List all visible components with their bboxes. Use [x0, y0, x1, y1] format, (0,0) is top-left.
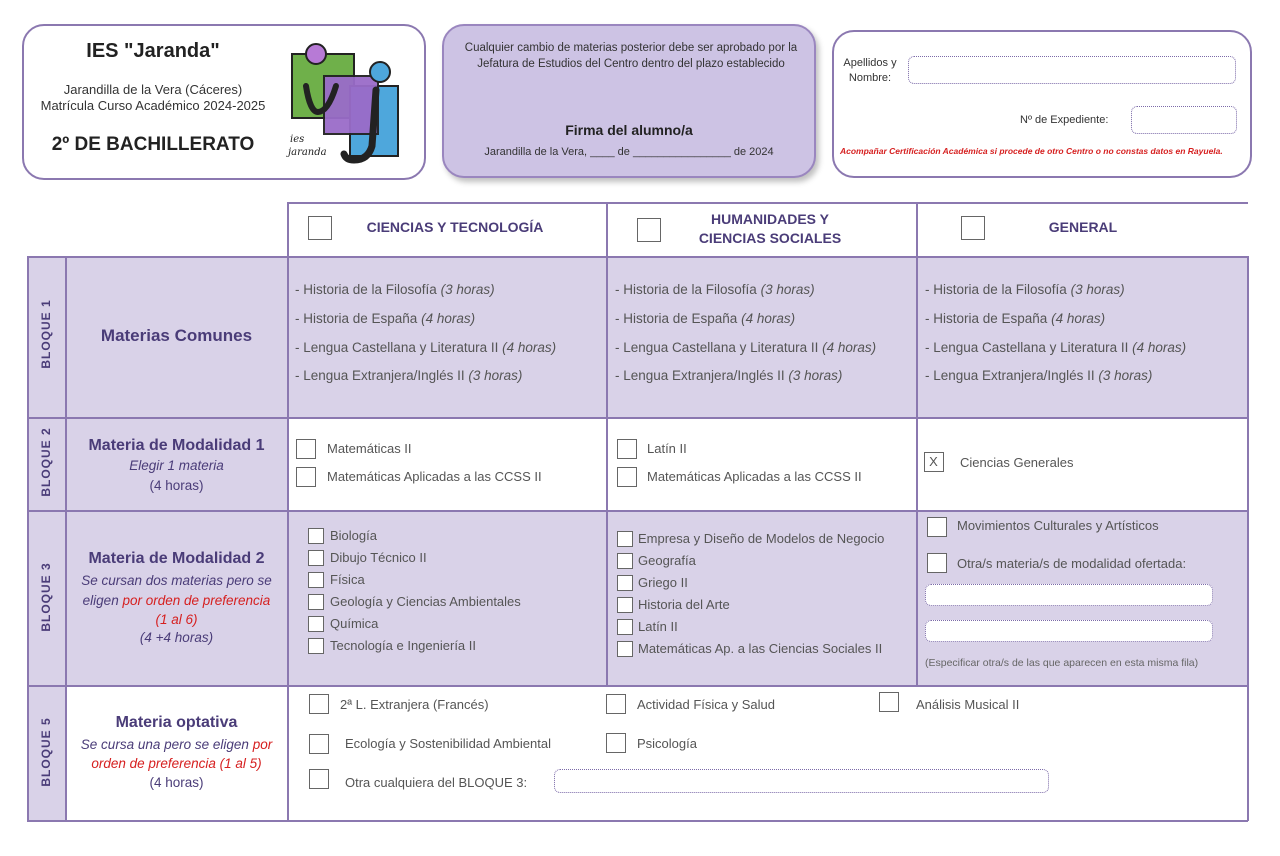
- student-data-box: [832, 30, 1252, 178]
- b1-c1-item-3: - Lengua Castellana y Literatura II (4 horas): [295, 340, 557, 355]
- checkbox-psicologia[interactable]: [606, 733, 626, 753]
- checkbox-latin-ii-b3[interactable]: [617, 619, 633, 635]
- bloque1-title: Materias Comunes: [100, 326, 253, 345]
- b3-c1-item-6: Tecnología e Ingeniería II: [330, 638, 476, 653]
- checkbox-dibujo-tecnico[interactable]: [308, 550, 324, 566]
- b3-c1-item-1: Biología: [330, 528, 377, 543]
- b5-opt-2: Actividad Física y Salud: [637, 697, 776, 712]
- checkbox-tecnologia-ingenieria[interactable]: [308, 638, 324, 654]
- checkbox-frances[interactable]: [309, 694, 329, 714]
- b1-c3-item-2: - Historia de España (4 horas): [925, 311, 1106, 326]
- signature-title: Firma del alumno/a: [565, 122, 693, 138]
- bloque3-sub3: (1 al 6): [155, 612, 198, 627]
- table-line: [287, 202, 1248, 204]
- bloque3-label: BLOQUE 3: [39, 562, 53, 632]
- b1-c1-item-1: - Historia de la Filosofía (3 horas): [295, 282, 495, 297]
- bloque3-hours: (4 +4 horas): [139, 630, 214, 645]
- checkbox-analisis-musical[interactable]: [879, 692, 899, 712]
- table-line: [27, 685, 1248, 687]
- checkbox-biologia[interactable]: [308, 528, 324, 544]
- checkbox-otra-modalidad[interactable]: [927, 553, 947, 573]
- bloque3-title: Materia de Modalidad 2: [88, 550, 265, 567]
- checkbox-humanidades[interactable]: [637, 218, 661, 242]
- certification-note: Acompañar Certificación Académica si procede de otro Centro o no constas datos en Rayuela.: [840, 146, 1223, 156]
- b3-c3-note: (Especificar otra/s de las que aparecen en esta misma fila): [925, 657, 1199, 669]
- column-head-humanidades: [670, 210, 870, 248]
- school-name: IES "Jaranda": [86, 40, 220, 62]
- checked-mark: X: [929, 454, 938, 469]
- b2-c3-item: Ciencias Generales: [960, 455, 1074, 470]
- expedient-label: Nº de Expediente:: [1020, 114, 1109, 126]
- table-line: [287, 202, 289, 821]
- bloque5-sub1: Se cursa una pero se eligen por: [80, 737, 273, 752]
- b5-opt-4: Ecología y Sostenibilidad Ambiental: [345, 736, 551, 751]
- school-town: Jarandilla de la Vera (Cáceres): [63, 82, 243, 97]
- checkbox-mat-ap-ccss[interactable]: [617, 641, 633, 657]
- checkbox-griego[interactable]: [617, 575, 633, 591]
- table-line: [27, 510, 1248, 512]
- b5-opt-5: Psicología: [637, 736, 697, 751]
- b3-c1-item-4: Geología y Ciencias Ambientales: [330, 594, 521, 609]
- signature-box: [442, 24, 816, 178]
- b1-c3-item-4: - Lengua Extranjera/Inglés II (3 horas): [925, 368, 1153, 383]
- b3-c2-item-1: Empresa y Diseño de Modelos de Negocio: [638, 531, 885, 546]
- b1-c2-item-3: - Lengua Castellana y Literatura II (4 horas): [615, 340, 877, 355]
- svg-text:ies: ies: [290, 134, 305, 145]
- change-notice: Cualquier cambio de materias posterior debe ser aprobado por la Jefatura de Estudios del Centro dentro del plazo establecido: [464, 42, 798, 70]
- column-head-humanidades-line1: HUMANIDADES Y: [711, 211, 829, 227]
- checkbox-ciencias-tecnologia[interactable]: [308, 216, 332, 240]
- name-label: Apellidos y Nombre:: [843, 57, 897, 84]
- checkbox-general[interactable]: [961, 216, 985, 240]
- checkbox-fisica[interactable]: [308, 572, 324, 588]
- signature-date-line[interactable]: Jarandilla de la Vera, ____ de ________________ de 2024: [484, 146, 774, 158]
- bloque2-label: BLOQUE 2: [39, 427, 53, 497]
- b1-c2-item-4: - Lengua Extranjera/Inglés II (3 horas): [615, 368, 843, 383]
- bloque2-title: Materia de Modalidad 1: [88, 437, 265, 454]
- bloque5-title: Materia optativa: [115, 714, 238, 731]
- bloque3-sub1: Se cursan dos materias pero se: [81, 573, 272, 588]
- school-course: Matrícula Curso Académico 2024-2025: [40, 98, 266, 113]
- bloque3-sub2: eligen por orden de preferencia: [82, 593, 271, 608]
- otra-bloque3-field[interactable]: [554, 769, 1049, 793]
- school-info-box: [22, 24, 426, 180]
- b5-opt-3: Análisis Musical II: [916, 697, 1020, 712]
- checkbox-historia-arte[interactable]: [617, 597, 633, 613]
- b3-c3-item-1: Movimientos Culturales y Artísticos: [957, 518, 1159, 533]
- b3-c2-item-2: Geografía: [638, 553, 696, 568]
- bloque2-subtitle: Elegir 1 materia: [129, 458, 224, 473]
- checkbox-movimientos-culturales[interactable]: [927, 517, 947, 537]
- table-line: [27, 820, 1248, 822]
- checkbox-empresa[interactable]: [617, 531, 633, 547]
- b1-c2-item-1: - Historia de la Filosofía (3 horas): [615, 282, 815, 297]
- b2-c2-item-1: Latín II: [647, 441, 687, 456]
- b5-opt-1: 2ª L. Extranjera (Francés): [340, 697, 489, 712]
- bloque5-hours: (4 horas): [149, 775, 204, 790]
- b1-c3-item-1: - Historia de la Filosofía (3 horas): [925, 282, 1125, 297]
- table-line: [1247, 256, 1249, 821]
- b1-c1-item-4: - Lengua Extranjera/Inglés II (3 horas): [295, 368, 523, 383]
- bloque5-label: BLOQUE 5: [39, 717, 53, 787]
- b5-opt-6: Otra cualquiera del BLOQUE 3:: [345, 775, 528, 790]
- table-line: [27, 256, 29, 821]
- expedient-field[interactable]: [1131, 106, 1237, 134]
- column-head-humanidades-line2: CIENCIAS SOCIALES: [698, 230, 842, 246]
- checkbox-geologia[interactable]: [308, 594, 324, 610]
- b3-c1-item-5: Química: [330, 616, 379, 631]
- b2-c2-item-2: Matemáticas Aplicadas a las CCSS II: [647, 469, 862, 484]
- b2-c1-item-2: Matemáticas Aplicadas a las CCSS II: [327, 469, 542, 484]
- table-line: [27, 417, 1248, 419]
- bloque2-hours: (4 horas): [149, 478, 204, 493]
- b1-c1-item-2: - Historia de España (4 horas): [295, 311, 476, 326]
- b3-c3-item-2: Otra/s materia/s de modalidad ofertada:: [957, 556, 1187, 571]
- b1-c2-item-2: - Historia de España (4 horas): [615, 311, 796, 326]
- checkbox-otra-bloque3[interactable]: [309, 769, 329, 789]
- checkbox-latin-ii[interactable]: [617, 439, 637, 459]
- otra-modalidad-field-2[interactable]: [925, 620, 1213, 642]
- b3-c2-item-6: Matemáticas Ap. a las Ciencias Sociales II: [638, 641, 883, 656]
- b3-c1-item-3: Física: [330, 572, 365, 587]
- checkbox-actividad-fisica[interactable]: [606, 694, 626, 714]
- otra-modalidad-field-1[interactable]: [925, 584, 1213, 606]
- checkbox-quimica[interactable]: [308, 616, 324, 632]
- table-line: [606, 202, 608, 685]
- name-field[interactable]: [908, 56, 1236, 84]
- b2-c1-item-1: Matemáticas II: [327, 441, 412, 456]
- checkbox-mat-aplicadas-ccss-c1[interactable]: [296, 467, 316, 487]
- table-line: [27, 256, 1248, 258]
- b3-c2-item-5: Latín II: [638, 619, 678, 634]
- bloque1-label: BLOQUE 1: [39, 299, 53, 369]
- b3-c1-item-2: Dibujo Técnico II: [330, 550, 427, 565]
- checkbox-matematicas-ii[interactable]: [296, 439, 316, 459]
- column-head-ciencias: CIENCIAS Y TECNOLOGÍA: [366, 219, 544, 235]
- checkbox-ciencias-generales[interactable]: [924, 452, 944, 472]
- checkbox-ecologia[interactable]: [309, 734, 329, 754]
- school-logo: [284, 42, 404, 166]
- checkbox-geografia[interactable]: [617, 553, 633, 569]
- b3-c2-item-4: Historia del Arte: [638, 597, 730, 612]
- b3-c2-item-3: Griego II: [638, 575, 688, 590]
- table-line: [916, 202, 918, 685]
- level-title: 2º DE BACHILLERATO: [51, 134, 255, 155]
- checkbox-mat-aplicadas-ccss-c2[interactable]: [617, 467, 637, 487]
- b1-c3-item-3: - Lengua Castellana y Literatura II (4 horas): [925, 340, 1187, 355]
- svg-text:jaranda: jaranda: [288, 147, 327, 158]
- column-head-general: GENERAL: [1048, 219, 1118, 235]
- bloque5-sub2: orden de preferencia (1 al 5): [91, 756, 262, 771]
